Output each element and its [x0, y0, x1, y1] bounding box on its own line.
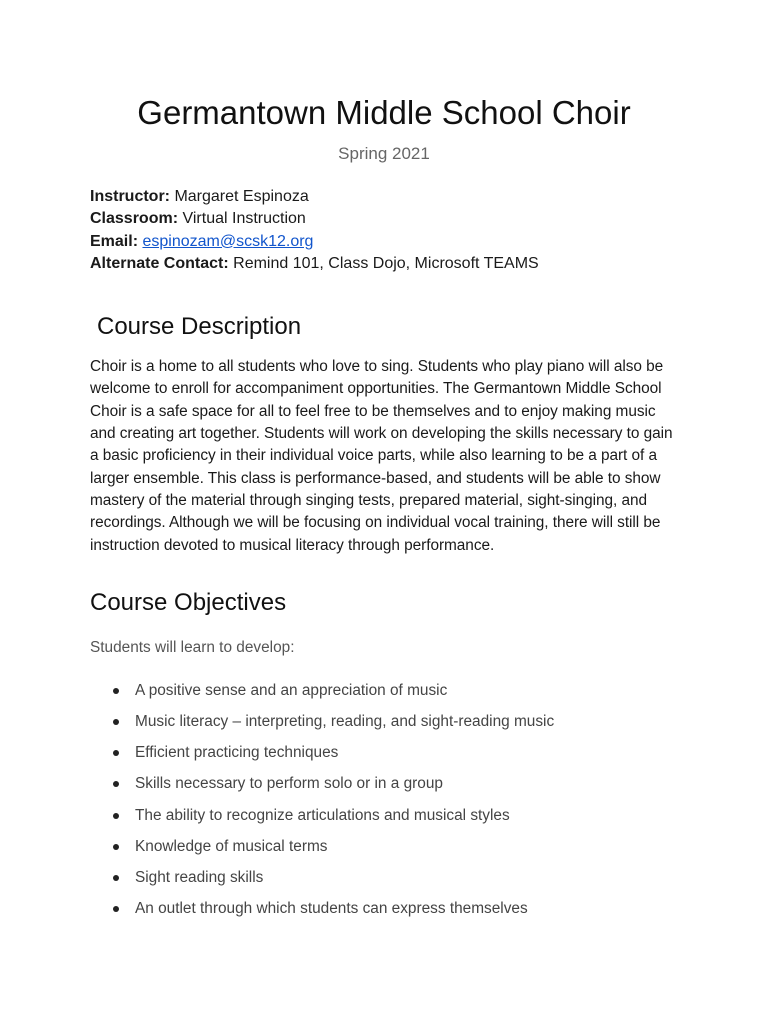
document-title: Germantown Middle School Choir [137, 94, 631, 131]
document-subtitle: Spring 2021 [338, 144, 430, 163]
alternate-contact-line [90, 253, 678, 275]
classroom-label: Classroom: [90, 210, 179, 228]
objective-text: A positive sense and an appreciation of music [135, 681, 448, 699]
instructor-label: Instructor: [90, 188, 170, 205]
course-description-heading: Course Description [97, 313, 302, 341]
bullet-icon [113, 844, 119, 850]
list-item [90, 773, 678, 804]
list-item [90, 898, 678, 929]
bullet-icon [113, 813, 119, 819]
objectives-list [90, 680, 678, 930]
bullet-icon [113, 875, 119, 881]
email-link[interactable]: espinozam@scsk12.org [142, 232, 314, 250]
objective-text: Skills necessary to perform solo or in a group [135, 775, 443, 793]
alternate-contact-value: Remind 101, Class Dojo, Microsoft TEAMS [233, 254, 539, 272]
list-item [90, 805, 678, 836]
list-item [90, 836, 678, 867]
classroom-value: Virtual Instruction [182, 210, 306, 228]
instructor-value: Margaret Espinoza [174, 188, 309, 205]
objectives-intro: Students will learn to develop: [90, 638, 295, 656]
alternate-contact-label: Alternate Contact: [90, 254, 229, 272]
bullet-icon [113, 719, 119, 725]
objective-text: Sight reading skills [135, 868, 264, 886]
course-description-text: Choir is a home to all students who love to sing. Students who play piano will also be welcome to enroll for accompaniment opportunities. The Germantown Middle School Choir is a safe space for all to feel free to be themselves and to enjoy making music and creating art together. Students will work on developing the skills necessary to gain a basic proficiency in their individual voice parts, while also learning to be a part of a larger ensemble. This class is performance-based, and students will be able to show mastery of the material through singing tests, prepared material, sight-singing, and recordings. Although we will be focusing on individual vocal training, there will still be instruction devoted to musical literacy through performance. [90, 358, 673, 554]
list-item [90, 867, 678, 898]
bullet-icon [113, 906, 119, 912]
instructor-line [90, 186, 678, 208]
objective-text: Knowledge of musical terms [135, 837, 328, 855]
bullet-icon [113, 781, 119, 787]
objective-text: An outlet through which students can express themselves [135, 900, 528, 918]
email-label: Email: [90, 232, 139, 250]
classroom-line [90, 208, 678, 230]
objective-text: The ability to recognize articulations and musical styles [135, 806, 510, 824]
list-item [90, 742, 678, 773]
email-line [90, 231, 678, 253]
bullet-icon [113, 750, 119, 756]
bullet-icon [113, 688, 119, 694]
list-item [90, 711, 678, 742]
objective-text: Efficient practicing techniques [135, 744, 339, 762]
list-item [90, 680, 678, 711]
course-objectives-heading: Course Objectives [90, 588, 287, 616]
contact-info [90, 186, 678, 275]
objective-text: Music literacy – interpreting, reading, and sight-reading music [135, 713, 555, 731]
